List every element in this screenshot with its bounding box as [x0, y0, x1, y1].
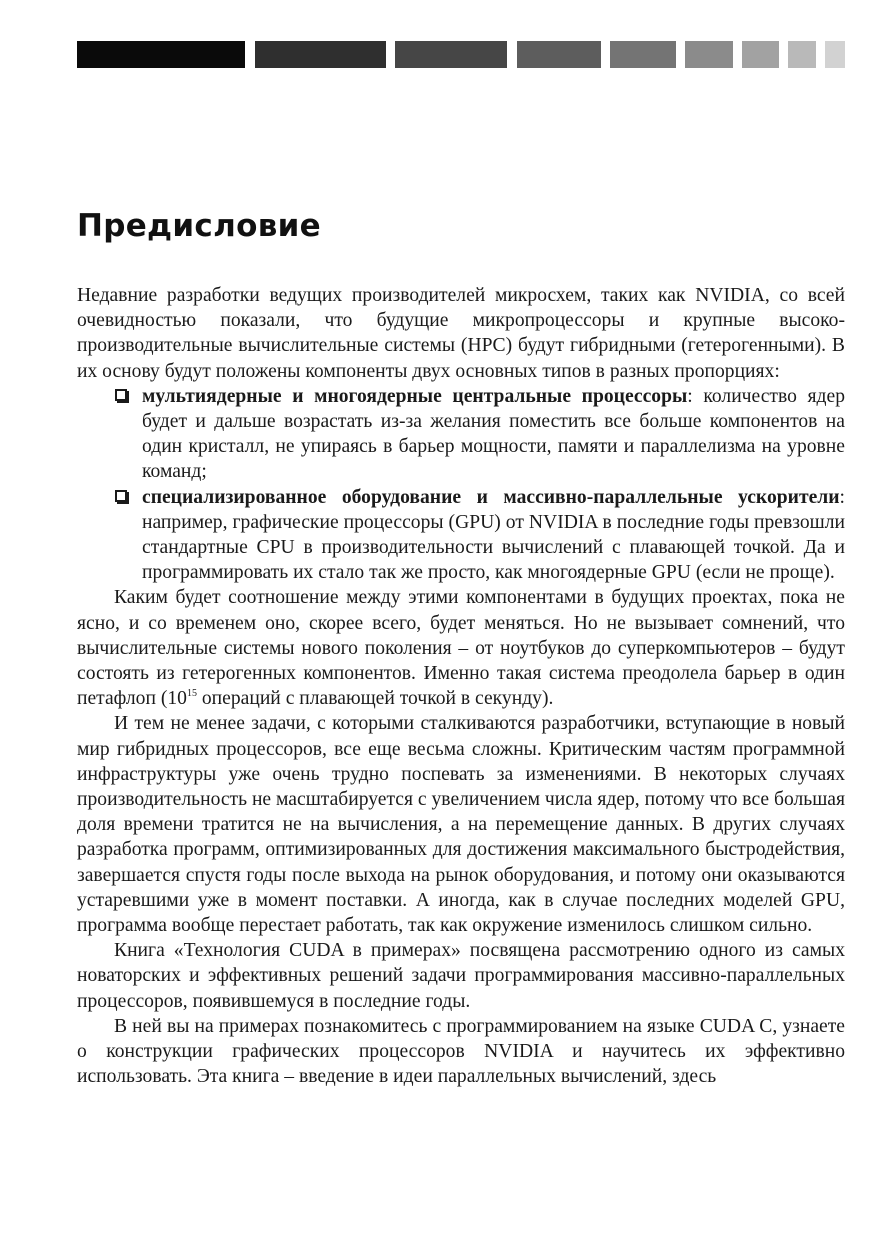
paragraph-ratio-tail: операций с плавающей точкой в секунду).: [196, 688, 554, 710]
paragraph-contents: В ней вы на примерах познакомитесь с программированием на языке CUDA C, узнаете о конструкции графических процессоров NVIDIA и научитесь их эффективно использовать. Эта книга – введение в идеи параллельных вычислений, здесь: [77, 1015, 845, 1088]
header-bar-6: [685, 41, 733, 68]
intro-paragraph: Недавние разработки ведущих производителей микросхем, таких как NVIDIA, со всей очевидностью показали, что будущие микропроцессоры и крупные высокопроизводительные вычислительные системы (HPC) будут гибридными (гетерогенными). В их основу будут положены компоненты двух основных типов в разных пропорциях:: [77, 285, 845, 382]
paragraph-ratio: [77, 585, 845, 711]
header-bar-3: [395, 41, 507, 68]
paragraph-challenges: И тем не менее задачи, с которыми сталкиваются разработчики, вступающие в новый мир гибридных процессоров, все еще весьма сложны. Критическим частям программной инфраструктуры уже очень трудно поспевать за изменениями. В некоторых случаях производительность не масштабируется с увеличением числа ядер, потому что все большая доля времени тратится не на вычисления, а на перемещение данных. В других случаях разработка программ, оптимизированных для достижения максимального быстродействия, завершается спустя годы после выхода на рынок оборудования, и потому они оказываются устаревшими уже в момент поставки. А иногда, как в случае последних моделей GPU, программа вообще перестает работать, так как окружение изменилось слишком сильно.: [77, 713, 845, 937]
header-bar-2: [255, 41, 386, 68]
checkbox-bullet-icon: [115, 389, 127, 401]
paragraph-ratio-text: Каким будет соотношение между этими компонентами в будущих проектах, пока не ясно, и со временем оно, скорее всего, будет меняться. Но не вызывает сомнений, что вычислительные системы нового поколения – от ноутбуков до суперкомпьютеров – будут состоять из гетерогенных компонентов. Именно такая система преодолела барьер в один петафлоп (10: [77, 587, 845, 710]
header-bar-9: [825, 41, 845, 68]
header-bar-7: [742, 41, 779, 68]
page-title: Предисловие: [77, 208, 321, 244]
list-item-text: : количество ядер будет и дальше возрастать из-за желания поместить все больше компонентов на один кристалл, не упираясь в барьер мощности, памяти и параллелизма на уровне команд;: [142, 385, 845, 483]
paragraph-book: Книга «Технология CUDA в примерах» посвящена рассмотрению одного из самых новаторских и эффективных решений задачи программирования массивно-параллельных процессоров, появившемуся в последние годы.: [77, 940, 845, 1012]
body-text: [77, 283, 845, 1090]
exponent: 15: [186, 688, 197, 700]
header-bar-5: [610, 41, 676, 68]
processor-types-list: [77, 384, 845, 586]
list-item-term: мультиядерные и многоядерные центральные процессоры: [142, 385, 688, 407]
list-item-term: специализированное оборудование и массивно-параллельные ускорители: [142, 486, 840, 508]
header-bar-4: [517, 41, 601, 68]
header-bar-8: [788, 41, 816, 68]
checkbox-bullet-icon: [115, 490, 127, 502]
list-item: [142, 485, 845, 586]
header-decoration-bars: [77, 41, 847, 68]
header-bar-1: [77, 41, 245, 68]
list-item-text: : например, графические процессоры (GPU) от NVIDIA в последние годы превзошли стандартные CPU в производительности вычислений с плавающей точкой. Да и программировать их стало так же просто, как многоядерные GPU (если не проще).: [142, 486, 845, 584]
list-item: [142, 384, 845, 485]
